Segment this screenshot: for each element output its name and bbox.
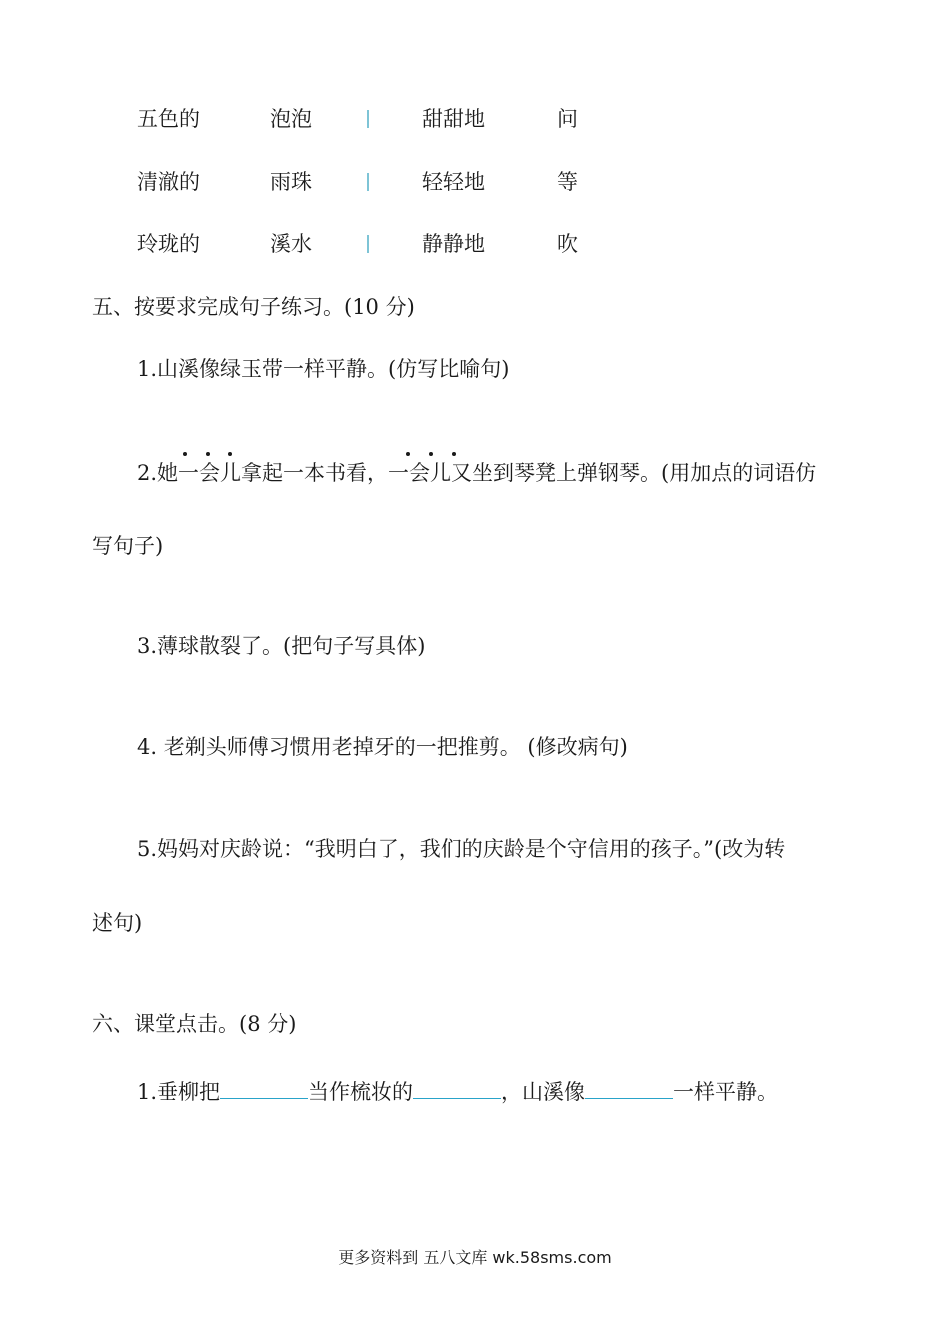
match-adj-3: 玲珑的 — [137, 232, 200, 256]
section6-q1-text: ，山溪像 — [501, 1080, 586, 1104]
match-verb-2: 等 — [557, 170, 578, 194]
fill-blank[interactable] — [220, 1078, 308, 1099]
emphasis-dot — [206, 452, 210, 456]
section6-q1 — [137, 1078, 778, 1103]
match-adj-2: 清澈的 — [137, 170, 200, 194]
match-verb-3: 吹 — [557, 232, 578, 256]
emphasis-dot — [452, 452, 456, 456]
section6-q1-text: 一样平静。 — [673, 1080, 779, 1104]
fill-blank[interactable] — [585, 1078, 673, 1099]
section5-q2-line2: 写句子) — [92, 534, 164, 558]
match-adv-1: 甜甜地 — [422, 107, 485, 131]
emphasis-dot — [228, 452, 232, 456]
match-verb-1: 问 — [557, 107, 578, 131]
section5-heading: 五、按要求完成句子练习。(10 分) — [92, 295, 415, 319]
emphasis-dot — [183, 452, 187, 456]
fill-blank[interactable] — [413, 1078, 501, 1099]
match-noun-3: 溪水 — [270, 232, 312, 256]
section5-q4: 4. 老剃头师傅习惯用老掉牙的一把推剪。 (修改病句) — [137, 735, 628, 759]
section6-q1-text: 1.垂柳把 — [137, 1080, 221, 1104]
emphasis-dot — [429, 452, 433, 456]
emphasis-dot — [406, 452, 410, 456]
section5-q5-line2: 述句) — [92, 911, 143, 935]
section5-q5-line1: 5.妈妈对庆龄说：“我明白了，我们的庆龄是个守信用的孩子。”(改为转 — [137, 837, 786, 861]
match-divider — [367, 110, 369, 128]
section6-q1-text: 当作梳妆的 — [308, 1080, 414, 1104]
section5-q3: 3.薄球散裂了。(把句子写具体) — [137, 634, 426, 658]
match-divider — [367, 173, 369, 191]
section6-heading: 六、课堂点击。(8 分) — [92, 1012, 297, 1036]
section5-q2-line1: 2.她一会儿拿起一本书看，一会儿又坐到琴凳上弹钢琴。(用加点的词语仿 — [137, 461, 817, 485]
section5-q1: 1.山溪像绿玉带一样平静。(仿写比喻句) — [137, 357, 510, 381]
match-adv-2: 轻轻地 — [422, 170, 485, 194]
match-noun-2: 雨珠 — [270, 170, 312, 194]
match-adj-1: 五色的 — [137, 107, 200, 131]
footer-note: 更多资料到 五八文库 wk.58sms.com — [338, 1248, 612, 1267]
match-divider — [367, 235, 369, 253]
match-noun-1: 泡泡 — [270, 107, 312, 131]
match-adv-3: 静静地 — [422, 232, 485, 256]
